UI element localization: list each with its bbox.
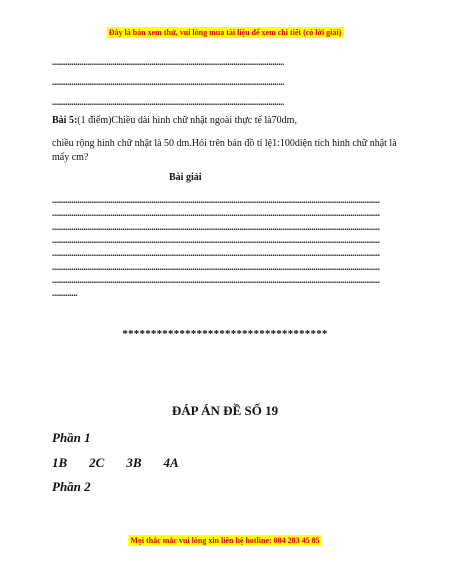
answer-key-title: ĐÁP ÁN ĐỀ SỐ 19 [171, 403, 279, 418]
solution-line: ........................................................................................................................................................................ [52, 275, 380, 285]
question-text: (1 điểm)Chiều dài hình chữ nhật ngoài thực tế là70dm, [77, 115, 297, 126]
answer-line: ....................................................................................................................... [52, 77, 285, 87]
solution-line: ........................................................................................................................................................................ [52, 262, 380, 272]
answer-4: 4A [163, 455, 179, 470]
part-1-heading: Phần 1 [52, 430, 91, 445]
solution-line: ........................................................................................................................................................................ [52, 208, 380, 218]
preview-notice-banner: Đây là bản xem thử, vui lòng mua tài liệu để xem chi tiết (có lời giải) [108, 28, 342, 37]
question-label: Bài 5: [52, 115, 78, 126]
solution-line-tail: ............. [52, 288, 78, 298]
answer-3: 3B [126, 455, 142, 470]
question-5-line1 [52, 114, 372, 128]
answer-line: ....................................................................................................................... [52, 57, 285, 67]
solution-line: ........................................................................................................................................................................ [52, 235, 380, 245]
solution-line: ........................................................................................................................................................................ [52, 195, 380, 205]
part-2-heading: Phần 2 [52, 479, 91, 494]
hotline-banner: Mọi thắc mắc vui lòng xin liên hệ hotline: 084 283 45 85 [130, 536, 320, 545]
section-separator: ************************************ [122, 328, 328, 340]
answer-1: 1B [52, 455, 68, 470]
answer-2: 2C [89, 455, 105, 470]
solution-heading: Bài giải [169, 172, 202, 183]
part-1-answers [52, 455, 201, 471]
solution-line: ........................................................................................................................................................................ [52, 248, 380, 258]
question-5-line2: chiều rộng hình chữ nhật là 50 dm.Hỏi trên bản đồ tỉ lệ1:100diện tích hình chữ nhật là mấy cm? [52, 138, 397, 163]
answer-line: ....................................................................................................................... [52, 97, 285, 107]
solution-line: ........................................................................................................................................................................ [52, 222, 380, 232]
